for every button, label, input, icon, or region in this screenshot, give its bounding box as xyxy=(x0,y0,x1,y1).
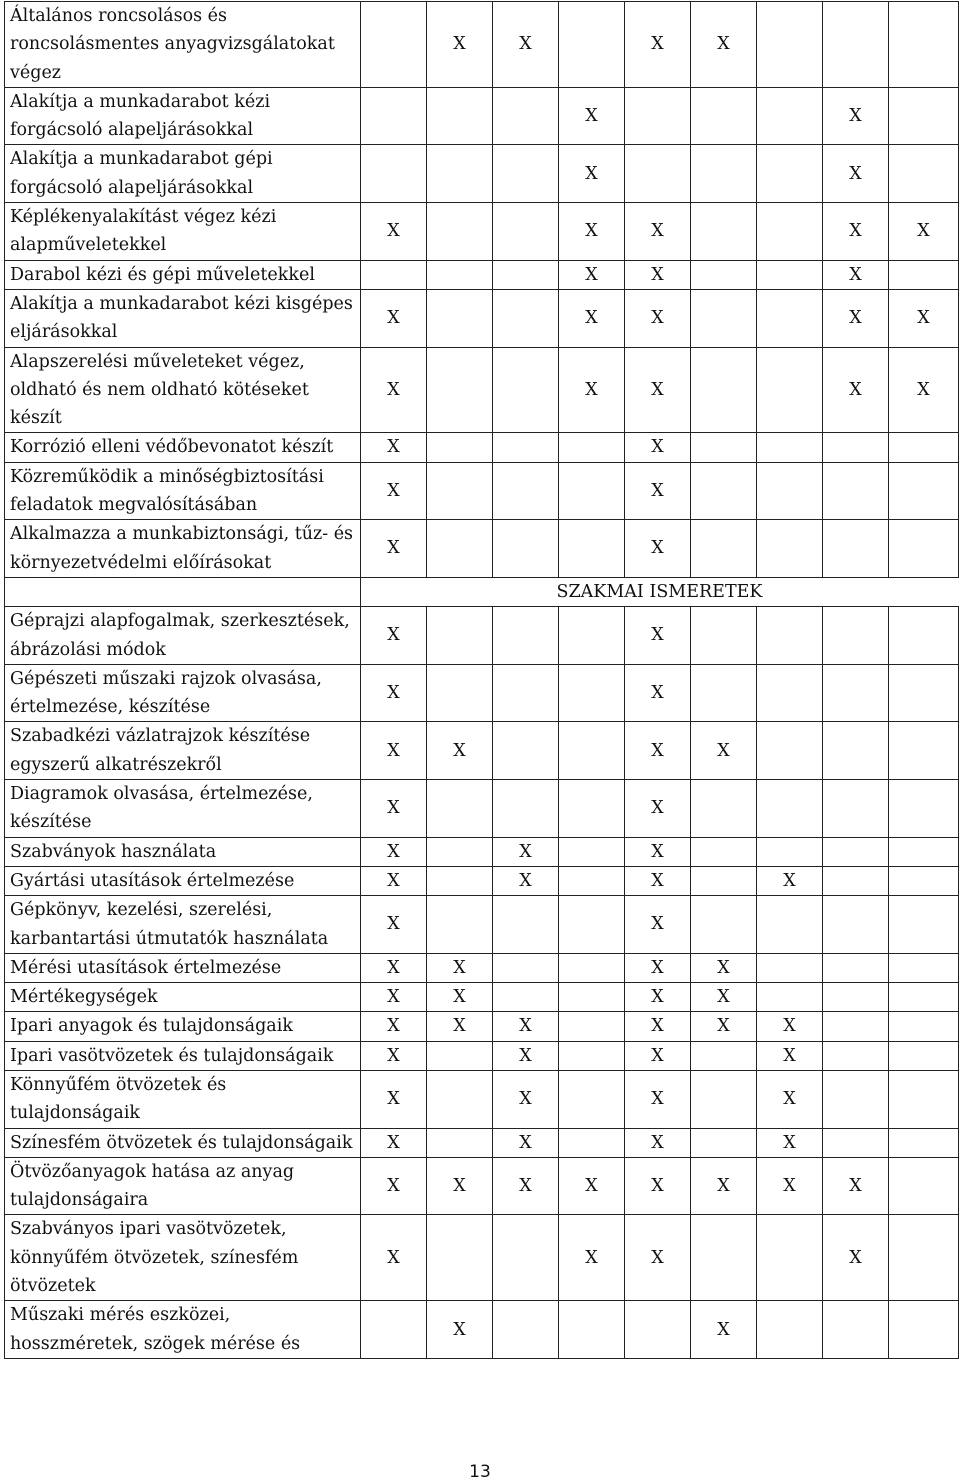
mark-cell xyxy=(493,145,559,203)
mark-cell xyxy=(823,520,889,578)
mark-cell xyxy=(889,983,959,1012)
mark-cell xyxy=(757,347,823,433)
mark-cell xyxy=(691,1070,757,1128)
mark-cell: X xyxy=(361,347,427,433)
mark-cell: X xyxy=(823,1157,889,1215)
mark-cell xyxy=(889,433,959,462)
mark-cell: X xyxy=(691,2,757,88)
table-row xyxy=(5,1215,959,1301)
row-label: Gépészeti műszaki rajzok olvasása, értelmezése, készítése xyxy=(5,664,361,722)
mark-cell xyxy=(757,722,823,780)
mark-cell: X xyxy=(889,203,959,261)
row-label: Képlékenyalakítást végez kézi alapműveletekkel xyxy=(5,203,361,261)
mark-cell xyxy=(427,347,493,433)
mark-cell: X xyxy=(559,1215,625,1301)
mark-cell xyxy=(361,2,427,88)
mark-cell xyxy=(427,145,493,203)
mark-cell xyxy=(559,664,625,722)
mark-cell xyxy=(691,347,757,433)
mark-cell xyxy=(559,1070,625,1128)
mark-cell xyxy=(823,1041,889,1070)
mark-cell xyxy=(691,87,757,145)
mark-cell xyxy=(361,87,427,145)
section-heading-blank xyxy=(5,577,361,606)
mark-cell: X xyxy=(361,1215,427,1301)
mark-cell: X xyxy=(823,87,889,145)
mark-cell: X xyxy=(427,983,493,1012)
mark-cell: X xyxy=(493,1157,559,1215)
mark-cell xyxy=(823,1301,889,1359)
mark-cell: X xyxy=(361,780,427,838)
mark-cell: X xyxy=(625,1128,691,1157)
mark-cell: X xyxy=(691,722,757,780)
mark-cell xyxy=(493,607,559,665)
row-label: Műszaki mérés eszközei, hosszméretek, szögek mérése és xyxy=(5,1301,361,1359)
mark-cell xyxy=(559,1301,625,1359)
mark-cell xyxy=(691,607,757,665)
mark-cell xyxy=(559,953,625,982)
mark-cell: X xyxy=(493,1012,559,1041)
table-row xyxy=(5,1041,959,1070)
mark-cell xyxy=(823,2,889,88)
mark-cell: X xyxy=(493,1041,559,1070)
mark-cell xyxy=(493,433,559,462)
table-row xyxy=(5,433,959,462)
row-label: Szabványos ipari vasötvözetek, könnyűfém ötvözetek, színesfém ötvözetek xyxy=(5,1215,361,1301)
table-row xyxy=(5,87,959,145)
mark-cell xyxy=(757,87,823,145)
mark-cell xyxy=(559,520,625,578)
table-row xyxy=(5,1301,959,1359)
row-label: Szabványok használata xyxy=(5,837,361,866)
mark-cell: X xyxy=(625,347,691,433)
mark-cell: X xyxy=(493,1128,559,1157)
row-label: Mérési utasítások értelmezése xyxy=(5,953,361,982)
row-label: Közreműködik a minőségbiztosítási feladatok megvalósításában xyxy=(5,462,361,520)
mark-cell: X xyxy=(361,1070,427,1128)
mark-cell: X xyxy=(625,722,691,780)
mark-cell xyxy=(889,145,959,203)
mark-cell xyxy=(361,145,427,203)
row-label: Ipari anyagok és tulajdonságaik xyxy=(5,1012,361,1041)
mark-cell xyxy=(823,780,889,838)
mark-cell xyxy=(427,462,493,520)
table-row xyxy=(5,607,959,665)
mark-cell: X xyxy=(625,953,691,982)
mark-cell: X xyxy=(559,260,625,289)
mark-cell: X xyxy=(493,866,559,895)
mark-cell xyxy=(691,896,757,954)
mark-cell xyxy=(757,520,823,578)
mark-cell xyxy=(427,1041,493,1070)
mark-cell xyxy=(691,203,757,261)
mark-cell xyxy=(493,462,559,520)
mark-cell: X xyxy=(361,983,427,1012)
mark-cell: X xyxy=(361,1157,427,1215)
mark-cell: X xyxy=(493,1070,559,1128)
mark-cell xyxy=(493,953,559,982)
mark-cell: X xyxy=(559,203,625,261)
table-row xyxy=(5,203,959,261)
mark-cell xyxy=(757,462,823,520)
table-row xyxy=(5,722,959,780)
mark-cell xyxy=(559,433,625,462)
mark-cell: X xyxy=(625,837,691,866)
table-row xyxy=(5,837,959,866)
mark-cell: X xyxy=(361,203,427,261)
mark-cell xyxy=(757,896,823,954)
mark-cell: X xyxy=(559,347,625,433)
mark-cell xyxy=(757,837,823,866)
mark-cell xyxy=(889,866,959,895)
mark-cell: X xyxy=(625,1215,691,1301)
mark-cell: X xyxy=(361,462,427,520)
table-row xyxy=(5,145,959,203)
mark-cell: X xyxy=(361,1041,427,1070)
mark-cell xyxy=(493,983,559,1012)
mark-cell xyxy=(889,1157,959,1215)
mark-cell: X xyxy=(691,1012,757,1041)
mark-cell xyxy=(757,1215,823,1301)
row-label: Diagramok olvasása, értelmezése, készítése xyxy=(5,780,361,838)
row-label: Alakítja a munkadarabot gépi forgácsoló alapeljárásokkal xyxy=(5,145,361,203)
mark-cell: X xyxy=(427,1301,493,1359)
row-label: Darabol kézi és gépi műveletekkel xyxy=(5,260,361,289)
mark-cell: X xyxy=(361,520,427,578)
table-row xyxy=(5,1128,959,1157)
mark-cell xyxy=(757,145,823,203)
mark-cell xyxy=(691,145,757,203)
mark-cell xyxy=(493,203,559,261)
mark-cell xyxy=(427,866,493,895)
table-row xyxy=(5,896,959,954)
mark-cell xyxy=(823,722,889,780)
mark-cell xyxy=(559,866,625,895)
table-row xyxy=(5,953,959,982)
mark-cell xyxy=(889,1301,959,1359)
mark-cell xyxy=(889,1128,959,1157)
mark-cell: X xyxy=(625,203,691,261)
mark-cell xyxy=(889,607,959,665)
table-row xyxy=(5,1157,959,1215)
mark-cell: X xyxy=(361,607,427,665)
page-number: 13 xyxy=(469,1462,491,1482)
table-row xyxy=(5,2,959,88)
mark-cell xyxy=(559,780,625,838)
mark-cell xyxy=(691,664,757,722)
row-label: Könnyűfém ötvözetek és tulajdonságaik xyxy=(5,1070,361,1128)
mark-cell: X xyxy=(625,664,691,722)
table-row xyxy=(5,520,959,578)
mark-cell: X xyxy=(625,462,691,520)
mark-cell xyxy=(493,347,559,433)
mark-cell xyxy=(559,722,625,780)
mark-cell xyxy=(427,520,493,578)
mark-cell xyxy=(493,87,559,145)
competency-matrix-table xyxy=(4,1,959,1359)
mark-cell: X xyxy=(691,1301,757,1359)
mark-cell: X xyxy=(493,837,559,866)
row-label: Szabadkézi vázlatrajzok készítése egyszerű alkatrészekről xyxy=(5,722,361,780)
knowledge-rows xyxy=(5,607,959,1359)
mark-cell: X xyxy=(757,1041,823,1070)
mark-cell xyxy=(757,289,823,347)
mark-cell xyxy=(757,983,823,1012)
mark-cell xyxy=(493,289,559,347)
mark-cell xyxy=(889,722,959,780)
mark-cell: X xyxy=(361,664,427,722)
mark-cell: X xyxy=(625,866,691,895)
mark-cell xyxy=(691,1215,757,1301)
mark-cell xyxy=(757,953,823,982)
mark-cell: X xyxy=(361,953,427,982)
mark-cell xyxy=(823,953,889,982)
mark-cell xyxy=(559,983,625,1012)
mark-cell xyxy=(427,87,493,145)
mark-cell: X xyxy=(691,1157,757,1215)
mark-cell: X xyxy=(427,953,493,982)
mark-cell: X xyxy=(823,1215,889,1301)
mark-cell xyxy=(889,1012,959,1041)
mark-cell xyxy=(691,462,757,520)
mark-cell: X xyxy=(361,1128,427,1157)
mark-cell: X xyxy=(625,896,691,954)
table-row xyxy=(5,260,959,289)
mark-cell: X xyxy=(493,2,559,88)
mark-cell xyxy=(493,896,559,954)
mark-cell: X xyxy=(757,1157,823,1215)
mark-cell xyxy=(559,1128,625,1157)
skills-rows xyxy=(5,2,959,578)
mark-cell xyxy=(691,289,757,347)
mark-cell xyxy=(889,462,959,520)
mark-cell: X xyxy=(889,347,959,433)
row-label: Általános roncsolásos és roncsolásmentes anyagvizsgálatokat végez xyxy=(5,2,361,88)
mark-cell xyxy=(493,664,559,722)
mark-cell xyxy=(625,1301,691,1359)
mark-cell: X xyxy=(625,983,691,1012)
mark-cell xyxy=(691,1041,757,1070)
table-row xyxy=(5,347,959,433)
mark-cell: X xyxy=(889,289,959,347)
mark-cell xyxy=(889,520,959,578)
table-row xyxy=(5,289,959,347)
mark-cell xyxy=(493,260,559,289)
mark-cell: X xyxy=(361,837,427,866)
mark-cell xyxy=(889,837,959,866)
mark-cell xyxy=(823,1012,889,1041)
mark-cell xyxy=(427,203,493,261)
mark-cell xyxy=(889,1041,959,1070)
mark-cell xyxy=(823,896,889,954)
table-row xyxy=(5,1070,959,1128)
mark-cell xyxy=(757,2,823,88)
mark-cell xyxy=(427,664,493,722)
mark-cell: X xyxy=(625,1012,691,1041)
mark-cell: X xyxy=(427,1012,493,1041)
mark-cell xyxy=(757,607,823,665)
table-row xyxy=(5,1012,959,1041)
mark-cell: X xyxy=(361,433,427,462)
mark-cell: X xyxy=(691,983,757,1012)
mark-cell xyxy=(559,607,625,665)
mark-cell xyxy=(889,2,959,88)
mark-cell xyxy=(559,1012,625,1041)
mark-cell: X xyxy=(625,780,691,838)
mark-cell: X xyxy=(757,1128,823,1157)
mark-cell: X xyxy=(361,896,427,954)
row-label: Gépkönyv, kezelési, szerelési, karbantartási útmutatók használata xyxy=(5,896,361,954)
mark-cell xyxy=(427,260,493,289)
mark-cell: X xyxy=(427,1157,493,1215)
mark-cell xyxy=(757,433,823,462)
mark-cell: X xyxy=(823,260,889,289)
mark-cell xyxy=(823,837,889,866)
mark-cell xyxy=(427,1128,493,1157)
row-label: Ipari vasötvözetek és tulajdonságaik xyxy=(5,1041,361,1070)
mark-cell xyxy=(823,664,889,722)
mark-cell: X xyxy=(823,203,889,261)
table-row xyxy=(5,462,959,520)
row-label: Ötvözőanyagok hatása az anyag tulajdonságaira xyxy=(5,1157,361,1215)
row-label: Gyártási utasítások értelmezése xyxy=(5,866,361,895)
mark-cell xyxy=(757,203,823,261)
mark-cell xyxy=(427,433,493,462)
mark-cell xyxy=(427,896,493,954)
mark-cell xyxy=(757,1301,823,1359)
mark-cell xyxy=(823,433,889,462)
mark-cell xyxy=(361,260,427,289)
mark-cell: X xyxy=(427,722,493,780)
mark-cell: X xyxy=(625,260,691,289)
row-label: Korrózió elleni védőbevonatot készít xyxy=(5,433,361,462)
section-heading: SZAKMAI ISMERETEK xyxy=(361,577,959,606)
mark-cell xyxy=(625,145,691,203)
mark-cell: X xyxy=(559,145,625,203)
mark-cell: X xyxy=(625,433,691,462)
mark-cell: X xyxy=(427,2,493,88)
mark-cell xyxy=(559,1041,625,1070)
mark-cell: X xyxy=(361,1012,427,1041)
mark-cell xyxy=(889,87,959,145)
mark-cell xyxy=(823,462,889,520)
mark-cell: X xyxy=(625,289,691,347)
mark-cell xyxy=(889,1070,959,1128)
mark-cell xyxy=(823,607,889,665)
mark-cell: X xyxy=(823,347,889,433)
row-label: Alapszerelési műveleteket végez, oldható és nem oldható kötéseket készít xyxy=(5,347,361,433)
mark-cell xyxy=(493,1301,559,1359)
mark-cell: X xyxy=(361,722,427,780)
table-row xyxy=(5,983,959,1012)
row-label: Alakítja a munkadarabot kézi kisgépes eljárásokkal xyxy=(5,289,361,347)
mark-cell xyxy=(691,837,757,866)
mark-cell xyxy=(493,520,559,578)
mark-cell xyxy=(361,1301,427,1359)
mark-cell xyxy=(427,1070,493,1128)
mark-cell xyxy=(559,837,625,866)
mark-cell xyxy=(427,780,493,838)
section-heading-row xyxy=(5,577,959,606)
row-label: Alakítja a munkadarabot kézi forgácsoló alapeljárásokkal xyxy=(5,87,361,145)
mark-cell xyxy=(559,896,625,954)
row-label: Mértékegységek xyxy=(5,983,361,1012)
mark-cell xyxy=(493,1215,559,1301)
mark-cell: X xyxy=(625,1041,691,1070)
mark-cell xyxy=(757,780,823,838)
mark-cell: X xyxy=(625,607,691,665)
mark-cell: X xyxy=(361,289,427,347)
table-row xyxy=(5,780,959,838)
mark-cell xyxy=(889,260,959,289)
mark-cell xyxy=(691,260,757,289)
mark-cell: X xyxy=(559,289,625,347)
mark-cell: X xyxy=(757,1070,823,1128)
mark-cell xyxy=(691,866,757,895)
mark-cell xyxy=(823,1128,889,1157)
mark-cell xyxy=(559,462,625,520)
mark-cell xyxy=(889,1215,959,1301)
mark-cell xyxy=(691,433,757,462)
mark-cell: X xyxy=(559,87,625,145)
mark-cell: X xyxy=(625,2,691,88)
mark-cell: X xyxy=(823,145,889,203)
row-label: Géprajzi alapfogalmak, szerkesztések, ábrázolási módok xyxy=(5,607,361,665)
mark-cell xyxy=(889,953,959,982)
mark-cell: X xyxy=(823,289,889,347)
mark-cell xyxy=(427,607,493,665)
mark-cell xyxy=(889,896,959,954)
mark-cell xyxy=(889,780,959,838)
mark-cell xyxy=(691,780,757,838)
mark-cell xyxy=(427,1215,493,1301)
mark-cell xyxy=(691,520,757,578)
mark-cell: X xyxy=(691,953,757,982)
table-row xyxy=(5,866,959,895)
mark-cell: X xyxy=(757,1012,823,1041)
mark-cell xyxy=(757,664,823,722)
mark-cell: X xyxy=(625,1070,691,1128)
mark-cell xyxy=(823,866,889,895)
mark-cell xyxy=(625,87,691,145)
mark-cell: X xyxy=(361,866,427,895)
row-label: Színesfém ötvözetek és tulajdonságaik xyxy=(5,1128,361,1157)
mark-cell xyxy=(889,664,959,722)
table-row xyxy=(5,664,959,722)
mark-cell xyxy=(757,260,823,289)
mark-cell xyxy=(823,983,889,1012)
mark-cell xyxy=(823,1070,889,1128)
mark-cell xyxy=(691,1128,757,1157)
mark-cell: X xyxy=(757,866,823,895)
mark-cell xyxy=(427,289,493,347)
mark-cell xyxy=(427,837,493,866)
mark-cell: X xyxy=(559,1157,625,1215)
mark-cell xyxy=(493,722,559,780)
row-label: Alkalmazza a munkabiztonsági, tűz- és környezetvédelmi előírásokat xyxy=(5,520,361,578)
mark-cell: X xyxy=(625,1157,691,1215)
mark-cell: X xyxy=(625,520,691,578)
mark-cell xyxy=(493,780,559,838)
mark-cell xyxy=(559,2,625,88)
